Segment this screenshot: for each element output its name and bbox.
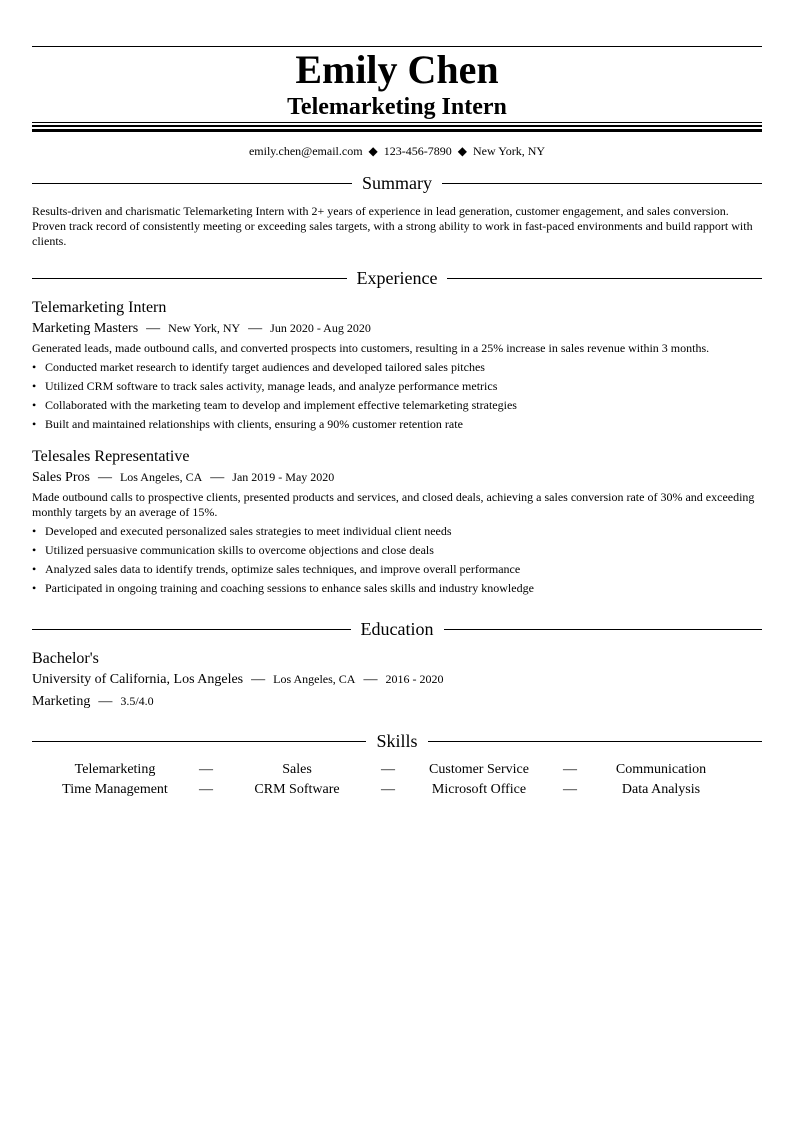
bullet-icon: • — [32, 398, 37, 412]
education-heading — [32, 618, 762, 640]
heading-rule-left — [32, 629, 351, 630]
candidate-title: Telemarketing Intern — [287, 94, 507, 120]
dash-separator: — — [363, 672, 378, 687]
section-title: Education — [360, 619, 434, 639]
summary-heading — [32, 172, 762, 194]
bullet-icon: • — [32, 379, 37, 393]
heading-rule-left — [32, 183, 352, 184]
bullet-icon: • — [32, 417, 37, 431]
skill-item: Communication — [615, 762, 707, 777]
job-location: New York, NY — [168, 321, 241, 335]
job-bullets — [32, 358, 762, 434]
job-location: Los Angeles, CA — [119, 470, 203, 484]
list-item: • Conducted market research to identify target audiences and developed tailored sales pitches — [32, 358, 762, 377]
dash-separator: — — [199, 762, 213, 777]
skills-row — [32, 760, 762, 780]
dash-separator: — — [381, 782, 395, 797]
skills-grid — [32, 760, 762, 800]
heading-rule-right — [447, 278, 762, 279]
list-item: • Developed and executed personalized sales strategies to meet individual client needs — [32, 522, 762, 541]
skills-heading — [32, 730, 762, 752]
header-rule-mid — [32, 125, 762, 127]
list-item: • Built and maintained relationships with clients, ensuring a 90% customer retention rate — [32, 415, 762, 434]
job-meta — [32, 319, 762, 338]
candidate-name: Emily Chen — [295, 47, 499, 92]
school-location: Los Angeles, CA — [273, 672, 356, 686]
summary-text: Results-driven and charismatic Telemarketing Intern with 2+ years of experience in lead generation, customer engagement, and sales conversion. Proven track record of consistently meeting or exceeding sales targets, with a strong ability to work in fast-paced environments and build rapport with clients. — [32, 204, 753, 248]
heading-rule-left — [32, 278, 347, 279]
heading-rule-left — [32, 741, 366, 742]
school-meta — [32, 670, 762, 689]
experience-heading — [32, 267, 762, 289]
school-name: University of California, Los Angeles — [32, 672, 244, 687]
education-entry — [32, 649, 762, 711]
contact-location: New York, NY — [473, 144, 546, 158]
dash-separator: — — [563, 762, 577, 777]
section-title: Experience — [356, 268, 438, 288]
major-meta — [32, 692, 762, 711]
major: Marketing — [32, 694, 91, 709]
contact-line — [32, 143, 762, 159]
dash-separator: — — [251, 672, 266, 687]
dash-separator: — — [248, 321, 263, 336]
list-item: • Utilized persuasive communication skills to overcome objections and close deals — [32, 541, 762, 560]
gpa: 3.5/4.0 — [120, 694, 154, 708]
job-company: Marketing Masters — [32, 321, 139, 336]
section-title: Summary — [362, 173, 432, 193]
skill-item: Microsoft Office — [431, 782, 527, 797]
contact-phone: 123-456-7890 — [383, 144, 452, 158]
list-item: • Collaborated with the marketing team to develop and implement effective telemarketing strategies — [32, 396, 762, 415]
list-item: • Analyzed sales data to identify trends, optimize sales techniques, and improve overall performance — [32, 560, 762, 579]
job-company: Sales Pros — [32, 470, 90, 485]
job-title: Telesales Representative — [32, 448, 190, 465]
section-title: Skills — [376, 731, 418, 751]
skill-item: Customer Service — [429, 762, 529, 777]
heading-rule-right — [444, 629, 763, 630]
dash-separator: — — [199, 782, 213, 797]
header-rule-thin — [32, 122, 762, 123]
summary-section — [32, 204, 762, 249]
skill-item: Sales — [282, 762, 312, 777]
skill-item: CRM Software — [254, 782, 340, 797]
skills-row — [32, 780, 762, 800]
job-description: Made outbound calls to prospective clients, presented products and services, and closed deals, achieving a sales conversion rate of 30% and exceeding monthly targets by an average of 15%. — [32, 490, 755, 519]
heading-rule-right — [428, 741, 762, 742]
diamond-separator-icon: ◆ — [457, 144, 468, 158]
dash-separator: — — [98, 694, 113, 709]
job-description: Generated leads, made outbound calls, and converted prospects into customers, resulting in a 25% increase in sales revenue within 3 months. — [32, 341, 710, 355]
skill-item: Telemarketing — [74, 762, 156, 777]
skill-item: Data Analysis — [621, 782, 701, 797]
dash-separator: — — [563, 782, 577, 797]
dash-separator: — — [381, 762, 395, 777]
experience-entry — [32, 298, 762, 434]
school-dates: 2016 - 2020 — [385, 672, 444, 686]
dash-separator: — — [210, 470, 225, 485]
job-dates: Jun 2020 - Aug 2020 — [270, 321, 371, 335]
bullet-icon: • — [32, 562, 37, 576]
dash-separator: — — [97, 470, 112, 485]
bullet-icon: • — [32, 543, 37, 557]
degree: Bachelor's — [32, 650, 99, 667]
bullet-icon: • — [32, 360, 37, 374]
list-item: • Participated in ongoing training and coaching sessions to enhance sales skills and industry knowledge — [32, 579, 762, 598]
bullet-icon: • — [32, 524, 37, 538]
experience-entry — [32, 447, 762, 598]
heading-rule-right — [442, 183, 762, 184]
list-item: • Utilized CRM software to track sales activity, manage leads, and analyze performance metrics — [32, 377, 762, 396]
diamond-separator-icon: ◆ — [368, 144, 378, 158]
contact-email: emily.chen@email.com — [248, 144, 363, 158]
job-meta — [32, 468, 762, 487]
job-dates: Jan 2019 - May 2020 — [232, 470, 335, 484]
dash-separator: — — [146, 321, 161, 336]
job-title: Telemarketing Intern — [32, 299, 167, 316]
job-bullets — [32, 522, 762, 598]
bullet-icon: • — [32, 581, 37, 595]
skill-item: Time Management — [62, 782, 168, 797]
header-rule-thick — [32, 129, 762, 132]
